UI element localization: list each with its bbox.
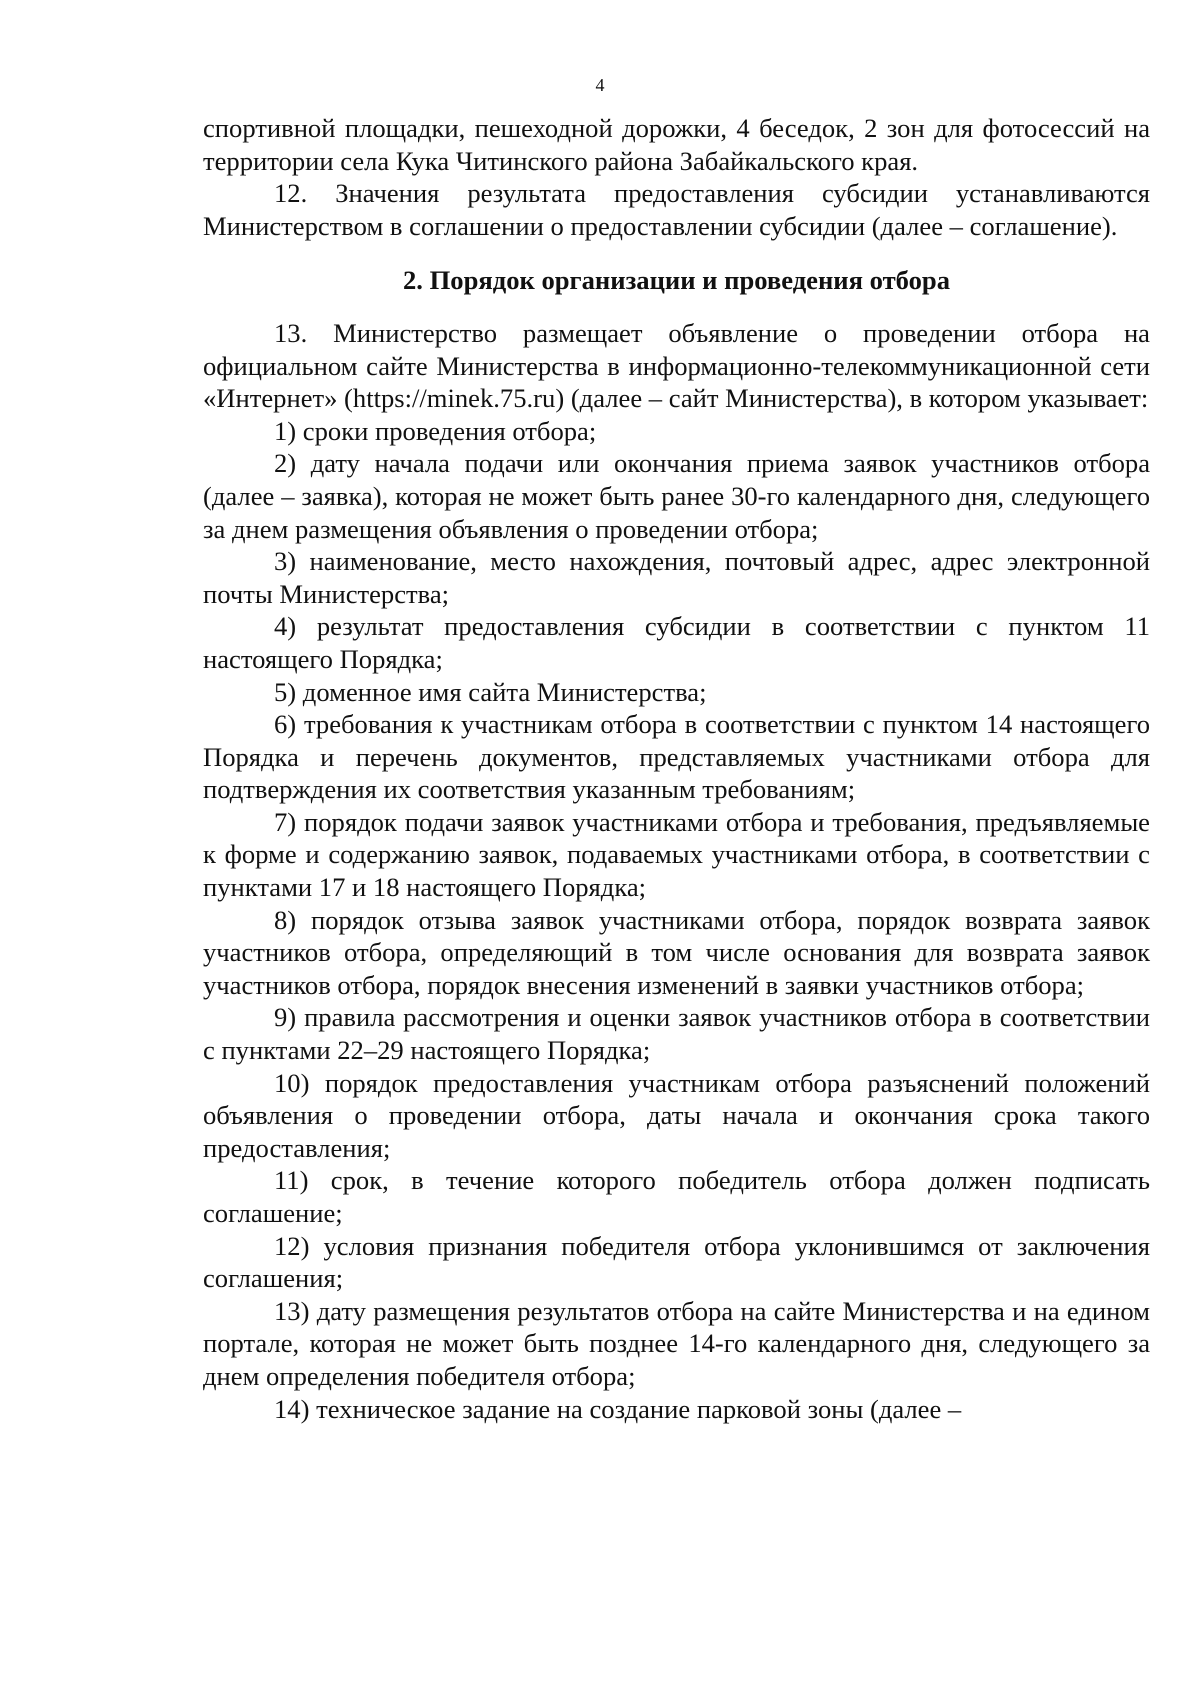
paragraph-item-13: 13. Министерство размещает объявление о проведении отбора на официальном сайте Министерства в информационно-телекоммуникационной сети «Интернет» (https://minek.75.ru) (далее – сайт Министерства), в котором указывает: [203,317,1150,414]
list-item-14: 14) техническое задание на создание парковой зоны (далее – [274,1393,962,1424]
list-item-12: 12) условия признания победителя отбора уклонившимся от заключения соглашения; [203,1230,1150,1294]
list-item-11: 11) срок, в течение которого победитель отбора должен подписать соглашение; [203,1165,1150,1228]
list-item-1: 1) сроки проведения отбора; [274,415,597,446]
section-heading: 2. Порядок организации и проведения отбора [403,265,950,296]
list-item-5: 5) доменное имя сайта Министерства; [274,676,707,707]
list-item-2: 2) дату начала подачи или окончания приема заявок участников отбора (далее – заявка), которая не может быть ранее 30-го календарного дня, следующего за днем размещения объявления о проведении отбора; [203,448,1150,544]
paragraph-item-12: 12. Значения результата предоставления субсидии устанавливаются Министерством в соглашении о предоставлении субсидии (далее – соглашение). [203,178,1150,241]
list-item-8: 8) порядок отзыва заявок участниками отбора, порядок возврата заявок участников отбора, определяющий в том числе основания для возврата заявок участников отбора, порядок внесения изменений в заявки участников отбора; [203,904,1150,1000]
list-item-7: 7) порядок подачи заявок участниками отбора и требования, предъявляемые к форме и содержанию заявок, подаваемых участниками отбора, в соответствии с пунктами 17 и 18 настоящего Порядка; [203,806,1150,903]
list-item-9: 9) правила рассмотрения и оценки заявок участников отбора в соответствии с пунктами 22–29 настоящего Порядка; [203,1002,1150,1066]
list-item-3: 3) наименование, место нахождения, почтовый адрес, адрес электронной почты Министерства; [203,546,1150,609]
document-body [203,112,1150,1425]
paragraph-continuation: спортивной площадки, пешеходной дорожки, 4 беседок, 2 зон для фотосессий на территории села Кука Читинского района Забайкальского края. [203,113,1150,176]
page-number: 4 [595,75,605,95]
list-item-4: 4) результат предоставления субсидии в соответствии с пунктом 11 настоящего Порядка; [203,611,1150,674]
list-item-13: 13) дату размещения результатов отбора на сайте Министерства и на едином портале, которая не может быть позднее 14-го календарного дня, следующего за днем определения победителя отбора; [203,1295,1150,1391]
list-item-10: 10) порядок предоставления участникам отбора разъяснений положений объявления о проведении отбора, даты начала и окончания срока такого предоставления; [203,1067,1150,1163]
list-item-6: 6) требования к участникам отбора в соответствии с пунктом 14 настоящего Порядка и перечень документов, представляемых участниками отбора для подтверждения их соответствия указанным требованиям; [203,709,1150,805]
